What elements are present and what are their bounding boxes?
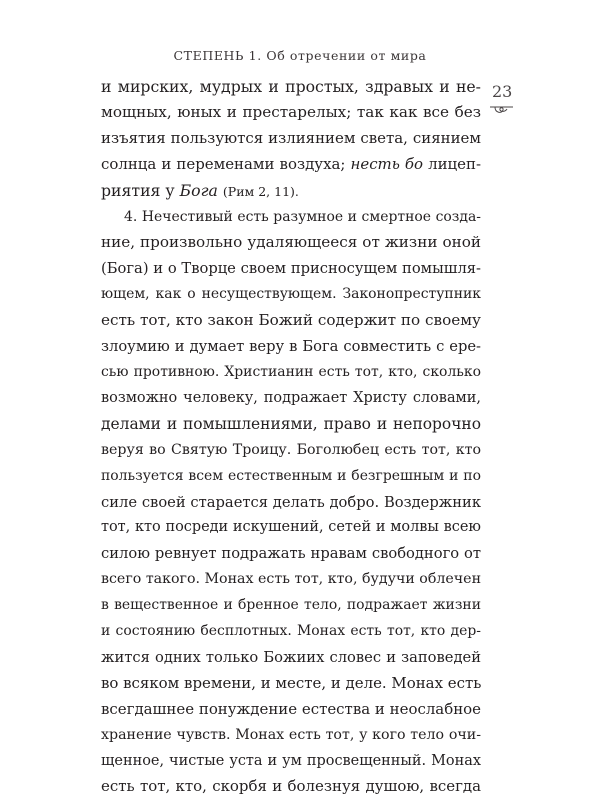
- text-segment: риятия у: [101, 180, 180, 200]
- text-line: есть тот, кто, скорбя и болезнуя душою, всегда: [101, 777, 481, 796]
- text-segment: солнца и переменами воздуха;: [101, 154, 351, 173]
- italic-quote: Бога: [179, 180, 218, 200]
- text-line: мощных, юных и престарелых; так как все без: [101, 102, 481, 121]
- body-text: [101, 74, 481, 800]
- text-line: сью противною. Христианин есть тот, кто, сколько: [101, 363, 481, 380]
- text-line: во всяком времени, и месте, и деле. Монах есть: [101, 673, 482, 692]
- text-line: всегдашнее понуждение естества и неослабное: [101, 699, 481, 718]
- paragraph-continuation: [101, 74, 481, 205]
- text-line: [101, 152, 481, 178]
- text-line: (Бога) и о Творце своем присносущем помышля-: [101, 260, 481, 278]
- text-line: изъятия пользуются излиянием света, сиянием: [101, 128, 481, 147]
- text-line: силою ревнует подражать нравам свободного от: [101, 545, 481, 563]
- text-line: силе своей старается делать добро. Воздержник: [101, 493, 481, 511]
- text-line: ющем, как о несуществующем. Законопреступник: [101, 286, 481, 303]
- text-line: и мирских, мудрых и простых, здравых и не-: [101, 77, 481, 96]
- text-line: 4. Нечестивый есть разумное и смертное созда-: [124, 208, 481, 225]
- page-number: 23: [492, 82, 513, 101]
- text-line: в вещественное и бренное тело, подражает жизни: [101, 597, 481, 614]
- italic-quote: несть бо: [350, 154, 424, 173]
- text-line: [101, 178, 481, 205]
- text-segment: лицеп-: [423, 154, 481, 173]
- paragraph-4: [101, 205, 481, 800]
- text-line: делами и помышлениями, право и непорочно: [101, 414, 481, 433]
- text-line: всего такого. Монах есть тот, кто, будучи облечен: [101, 571, 482, 588]
- text-line: есть тот, кто закон Божий содержит по своему: [101, 311, 481, 330]
- text-line: возможно человеку, подражает Христу словами,: [101, 389, 481, 406]
- text-line: жится одних только Божиих словес и заповедей: [101, 648, 481, 666]
- text-line: щенное, чистые уста и ум просвещенный. Монах: [101, 752, 481, 769]
- text-line: тот, кто посреди искушений, сетей и молвы всею: [101, 519, 481, 536]
- running-head: СТЕПЕНЬ 1. Об отречении от мира: [173, 48, 427, 63]
- text-line: веруя во Святую Троицу. Боголюбец есть тот, кто: [101, 441, 481, 458]
- text-line: ние, произвольно удаляющееся от жизни оной: [101, 233, 481, 252]
- text-line: хранение чувств. Монах есть тот, у кого тело очи-: [101, 726, 481, 743]
- scripture-reference: (Рим 2, 11).: [222, 183, 299, 199]
- text-line: и состоянию бесплотных. Монах есть тот, кто дер-: [101, 623, 481, 640]
- text-line: пользуется всем естественным и безгрешным и по: [101, 467, 481, 484]
- swirl-ornament-icon: [489, 104, 515, 116]
- text-line: злоумию и думает веру в Бога совместить с ере-: [101, 338, 481, 356]
